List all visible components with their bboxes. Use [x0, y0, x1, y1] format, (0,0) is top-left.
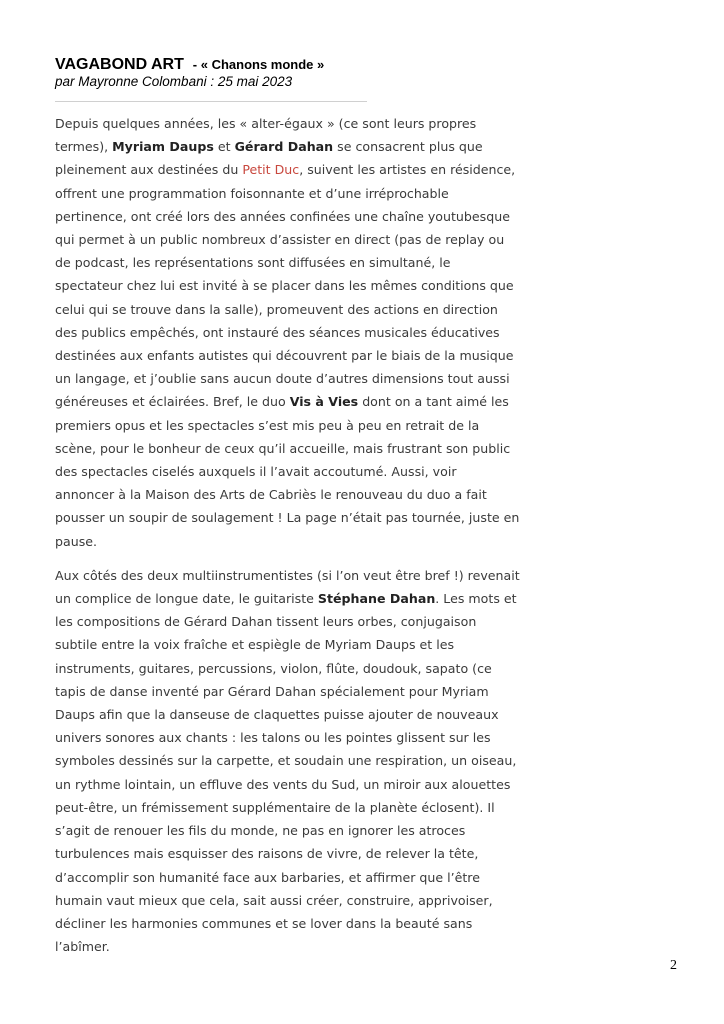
- divider: [55, 101, 367, 102]
- text-line: [55, 842, 515, 865]
- text-line: [55, 298, 515, 321]
- text-segment: . Les mots et: [435, 591, 517, 607]
- text-segment: destinées aux enfants autistes qui découvrent par le biais de la musique: [55, 348, 514, 364]
- text-segment: instruments, guitares, percussions, violon, flûte, doudouk, sapato (ce: [55, 660, 492, 676]
- text-segment: qui permet à un public nombreux d’assister en direct (pas de replay ou: [55, 232, 505, 248]
- article-paragraph: [55, 564, 520, 958]
- text-segment: d’accomplir son humanité face aux barbaries, et affirmer que l’être: [55, 869, 480, 885]
- article-subtitle: - « Chanons monde »: [192, 57, 325, 72]
- document-title: [55, 56, 324, 74]
- text-segment: tapis de danse inventé par Gérard Dahan spécialement pour Myriam: [55, 683, 489, 699]
- text-segment: peut-être, un frémissement supplémentaire de la planète éclosent). Il: [55, 799, 495, 815]
- text-line: [55, 414, 515, 437]
- text-line: [55, 390, 515, 413]
- text-segment: , suivent les artistes en résidence,: [299, 162, 516, 178]
- text-segment: scène, pour le bonheur de ceux qu’il accueille, mais frustrant son public: [55, 440, 511, 456]
- text-segment: pertinence, ont créé lors des années confinées une chaîne youtubesque: [55, 208, 510, 224]
- text-segment: se consacrent plus que: [333, 139, 483, 155]
- text-segment: turbulences mais esquisser des raisons de vivre, de relever la tête,: [55, 846, 479, 862]
- text-segment: et: [213, 139, 235, 155]
- text-line: [55, 274, 515, 297]
- text-segment: celui qui se trouve dans la salle), promeuvent des actions en direction: [55, 301, 498, 317]
- article-paragraph: [55, 112, 520, 553]
- text-line: [55, 251, 515, 274]
- bold-name: Myriam Daups: [112, 139, 214, 155]
- text-segment: humain vaut mieux que cela, sait aussi créer, construire, apprivoiser,: [55, 892, 493, 908]
- text-segment: l’abîmer.: [55, 939, 110, 955]
- text-segment: subtile entre la voix fraîche et espiègle de Myriam Daups et les: [55, 637, 455, 653]
- text-segment: dont on a tant aimé les: [358, 394, 509, 410]
- text-line: [55, 633, 515, 656]
- text-line: [55, 773, 515, 796]
- text-line: [55, 530, 515, 553]
- text-line: [55, 587, 515, 610]
- text-line: [55, 703, 515, 726]
- text-segment: offrent une programmation foisonnante et d’une irréprochable: [55, 185, 449, 201]
- text-line: [55, 367, 515, 390]
- highlighted-venue: Petit Duc: [242, 162, 300, 178]
- text-line: [55, 866, 515, 889]
- text-segment: Depuis quelques années, les « alter-égaux » (ce sont leurs propres: [55, 116, 477, 131]
- text-line: [55, 657, 515, 680]
- page-number: 2: [670, 958, 677, 973]
- text-segment: décliner les harmonies communes et se lover dans la beauté sans: [55, 915, 473, 931]
- text-line: [55, 460, 515, 483]
- document-header: [55, 56, 324, 90]
- text-line: [55, 321, 515, 344]
- text-segment: un langage, et j’oublie sans aucun doute d’autres dimensions tout aussi: [55, 371, 510, 387]
- text-segment: premiers opus et les spectacles s’est mis peu à peu en retrait de la: [55, 417, 480, 433]
- text-line: [55, 506, 520, 529]
- text-line: [55, 228, 515, 251]
- text-segment: symboles dessinés sur la carpette, et soudain une respiration, un oiseau,: [55, 753, 517, 769]
- text-line: [55, 205, 515, 228]
- text-segment: des spectacles ciselés auxquels il l’avait accoutumé. Aussi, voir: [55, 464, 457, 480]
- text-segment: des publics empêchés, ont instauré des séances musicales éducatives: [55, 324, 500, 340]
- text-segment: Aux côtés des deux multiinstrumentistes (si l’on veut être bref !) revenait: [55, 567, 520, 583]
- text-segment: spectateur chez lui est invité à se placer dans les mêmes conditions que: [55, 278, 514, 294]
- text-line: [55, 564, 520, 587]
- text-segment: les compositions de Gérard Dahan tissent leurs orbes, conjugaison: [55, 614, 477, 630]
- text-line: [55, 158, 515, 181]
- text-segment: Daups afin que la danseuse de claquettes puisse ajouter de nouveaux: [55, 707, 499, 723]
- text-line: [55, 819, 515, 842]
- bold-name: Vis à Vies: [289, 394, 359, 410]
- text-segment: s’agit de renouer les fils du monde, ne pas en ignorer les atroces: [55, 823, 466, 839]
- text-line: [55, 726, 515, 749]
- text-segment: un complice de longue date, le guitariste: [55, 591, 318, 607]
- text-line: [55, 344, 515, 367]
- text-line: [55, 437, 515, 460]
- bold-name: Gérard Dahan: [234, 139, 334, 155]
- text-line: [55, 889, 515, 912]
- text-line: [55, 680, 515, 703]
- text-line: [55, 796, 515, 819]
- text-segment: termes),: [55, 139, 113, 155]
- text-segment: généreuses et éclairées. Bref, le duo: [55, 394, 290, 410]
- text-line: [55, 112, 515, 135]
- article-body: [55, 112, 520, 969]
- text-segment: pause.: [55, 533, 98, 549]
- text-line: [55, 182, 515, 205]
- text-segment: annoncer à la Maison des Arts de Cabriès le renouveau du duo a fait: [55, 487, 487, 503]
- text-segment: pleinement aux destinées du: [55, 162, 243, 178]
- publication-name: VAGABOND ART: [55, 56, 184, 73]
- text-line: [55, 749, 515, 772]
- text-line: [55, 135, 515, 158]
- text-segment: pousser un soupir de soulagement ! La page n’était pas tournée, juste en: [55, 510, 520, 526]
- bold-name: Stéphane Dahan: [317, 591, 436, 607]
- text-line: [55, 912, 515, 935]
- text-segment: de podcast, les représentations sont diffusées en simultané, le: [55, 255, 451, 271]
- text-line: [55, 935, 515, 958]
- text-line: [55, 483, 515, 506]
- byline: par Mayronne Colombani : 25 mai 2023: [55, 74, 293, 89]
- text-line: [55, 610, 515, 633]
- text-segment: univers sonores aux chants : les talons ou les pointes glissent sur les: [55, 730, 491, 746]
- text-segment: un rythme lointain, un effluve des vents du Sud, un miroir aux alouettes: [55, 776, 511, 792]
